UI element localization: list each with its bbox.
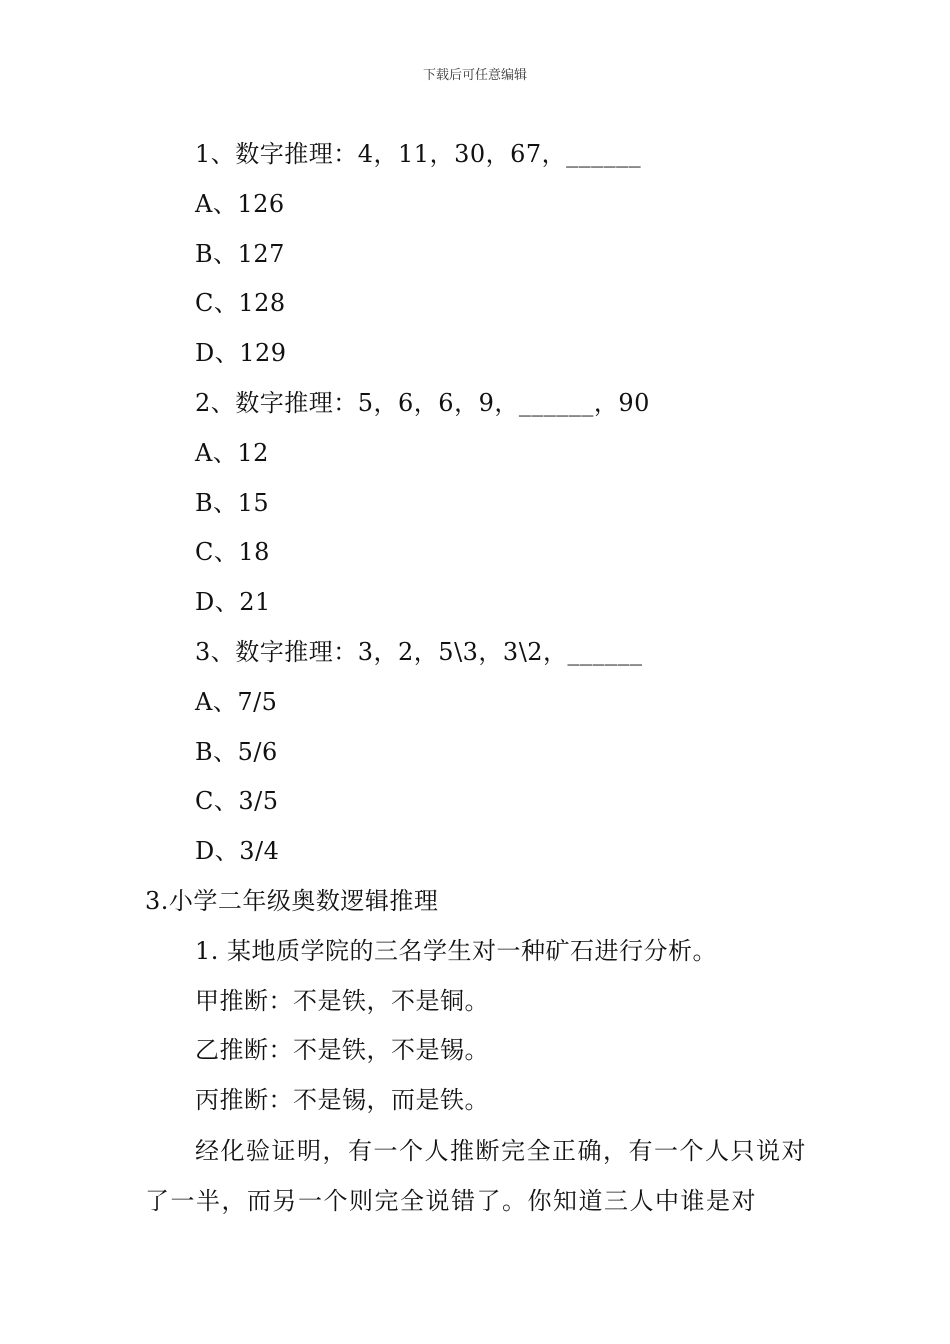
question-1-option-d: D、129 xyxy=(195,339,287,368)
question-3-option-a: A、7/5 xyxy=(195,687,278,716)
logic-question: 1. 某地质学院的三名学生对一种矿石进行分析。 xyxy=(195,936,718,965)
statement-yi: 乙推断：不是铁，不是锡。 xyxy=(195,1036,489,1065)
question-2-option-c: C、18 xyxy=(195,538,270,567)
question-3-option-c: C、3/5 xyxy=(195,787,279,816)
question-2-option-a: A、12 xyxy=(195,438,269,467)
conclusion-paragraph: 经化验证明，有一个人推断完全正确，有一个人只说对了一半，而另一个则完全说错了。你知道三人中谁是对 xyxy=(145,1136,807,1215)
question-2: 2、数字推理：5，6，6，9，______，90 xyxy=(195,388,650,417)
question-1-option-b: B、127 xyxy=(195,239,285,268)
question-1: 1、数字推理：4，11，30，67，______ xyxy=(195,140,642,168)
document-body xyxy=(145,130,815,1226)
statement-bing: 丙推断：不是锡，而是铁。 xyxy=(195,1086,489,1115)
question-3: 3、数字推理：3，2，5\3，3\2，______ xyxy=(195,637,643,666)
question-1-option-c: C、128 xyxy=(195,289,286,318)
question-1-option-a: A、126 xyxy=(195,189,285,218)
section-heading: 3.小学二年级奥数逻辑推理 xyxy=(145,886,439,915)
statement-jia: 甲推断：不是铁，不是铜。 xyxy=(195,986,489,1015)
question-2-option-b: B、15 xyxy=(195,488,270,517)
question-3-option-d: D、3/4 xyxy=(195,837,280,866)
question-2-option-d: D、21 xyxy=(195,588,271,617)
page-header: 下载后可任意编辑 xyxy=(422,68,527,83)
question-3-option-b: B、5/6 xyxy=(195,737,278,766)
